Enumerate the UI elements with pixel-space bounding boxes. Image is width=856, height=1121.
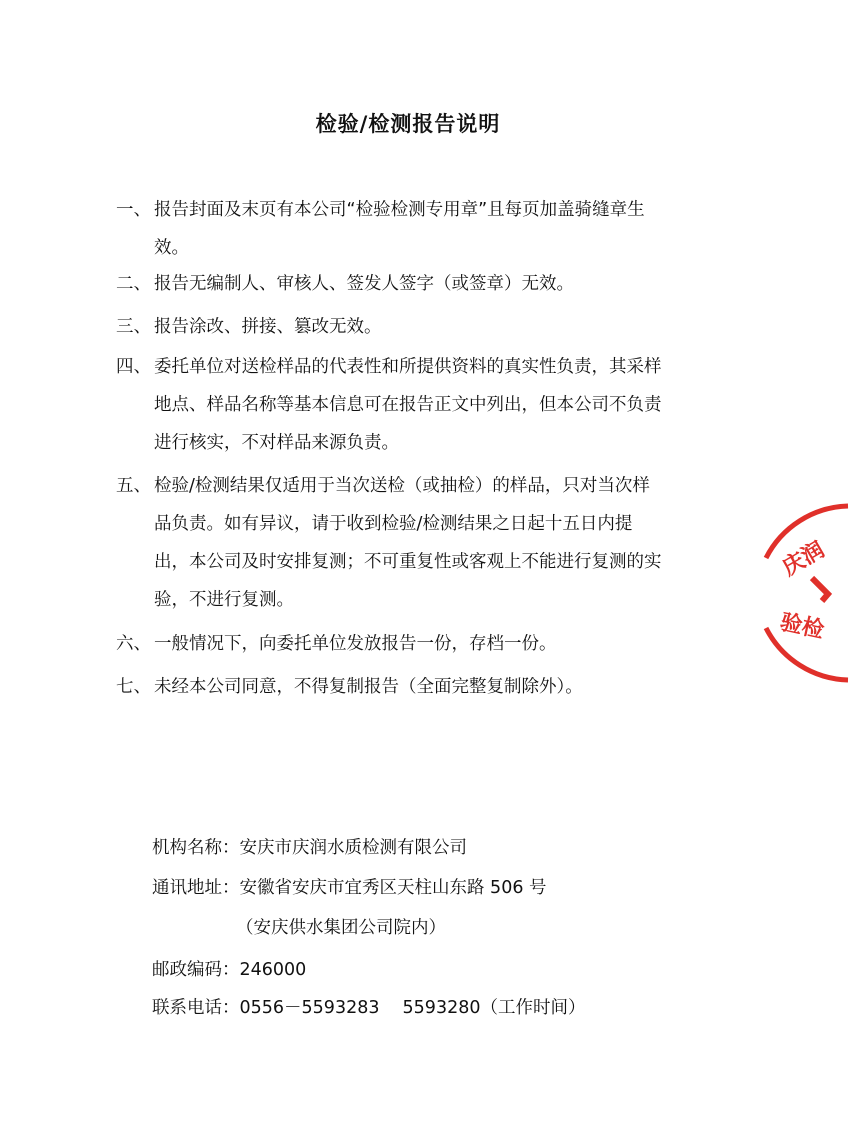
clause-number: 六、	[116, 634, 151, 654]
svg-text:验检: 验检	[777, 609, 827, 644]
clause-number: 七、	[116, 677, 151, 697]
company-seal-stamp	[756, 498, 856, 688]
address-row	[152, 874, 547, 899]
clause-line: 报告无编制人、审核人、签发人签字（或签章）无效。	[154, 274, 574, 294]
postcode-label: 邮政编码：	[152, 960, 240, 980]
clause-line: 报告封面及末页有本公司“检验检测专用章”且每页加盖骑缝章生	[154, 200, 645, 220]
clause-line: 未经本公司同意，不得复制报告（全面完整复制除外）。	[154, 677, 583, 697]
clause-line: 进行核实，不对样品来源负责。	[154, 433, 399, 453]
postcode-row	[152, 956, 306, 981]
phone-row	[152, 994, 585, 1019]
svg-text:庆润: 庆润	[778, 537, 829, 582]
clause-line: 出，本公司及时安排复测；不可重复性或客观上不能进行复测的实	[154, 552, 662, 572]
org-name-value: 安庆市庆润水质检测有限公司	[239, 838, 467, 858]
clause-number: 一、	[116, 200, 151, 220]
clause-line: 地点、样品名称等基本信息可在报告正文中列出，但本公司不负责	[154, 395, 662, 415]
address-value: 安徽省安庆市宜秀区天柱山东路 506 号	[239, 878, 547, 898]
phone-value: 0556－5593283 5593280（工作时间）	[239, 998, 586, 1018]
document-title: 检验/检测报告说明	[315, 112, 501, 136]
org-name-label: 机构名称：	[152, 838, 240, 858]
address-note: （安庆供水集团公司院内）	[236, 918, 446, 938]
org-name-row	[152, 834, 467, 859]
phone-label: 联系电话：	[152, 998, 240, 1018]
address-label: 通讯地址：	[152, 878, 240, 898]
clause-line: 报告涂改、拼接、篡改无效。	[154, 317, 382, 337]
clause-number: 五、	[116, 476, 151, 496]
clause-number: 二、	[116, 274, 151, 294]
clause-line: 一般情况下，向委托单位发放报告一份，存档一份。	[154, 634, 557, 654]
clause-number: 三、	[116, 317, 151, 337]
clause-line: 检验/检测结果仅适用于当次送检（或抽检）的样品，只对当次样	[154, 476, 650, 496]
clause-number: 四、	[116, 357, 151, 377]
clause-line: 品负责。如有异议，请于收到检验/检测结果之日起十五日内提	[154, 514, 633, 534]
clause-line: 委托单位对送检样品的代表性和所提供资料的真实性负责，其采样	[154, 357, 662, 377]
postcode-value: 246000	[239, 960, 307, 980]
clause-line: 验，不进行复测。	[154, 590, 294, 610]
clause-line: 效。	[154, 238, 189, 258]
